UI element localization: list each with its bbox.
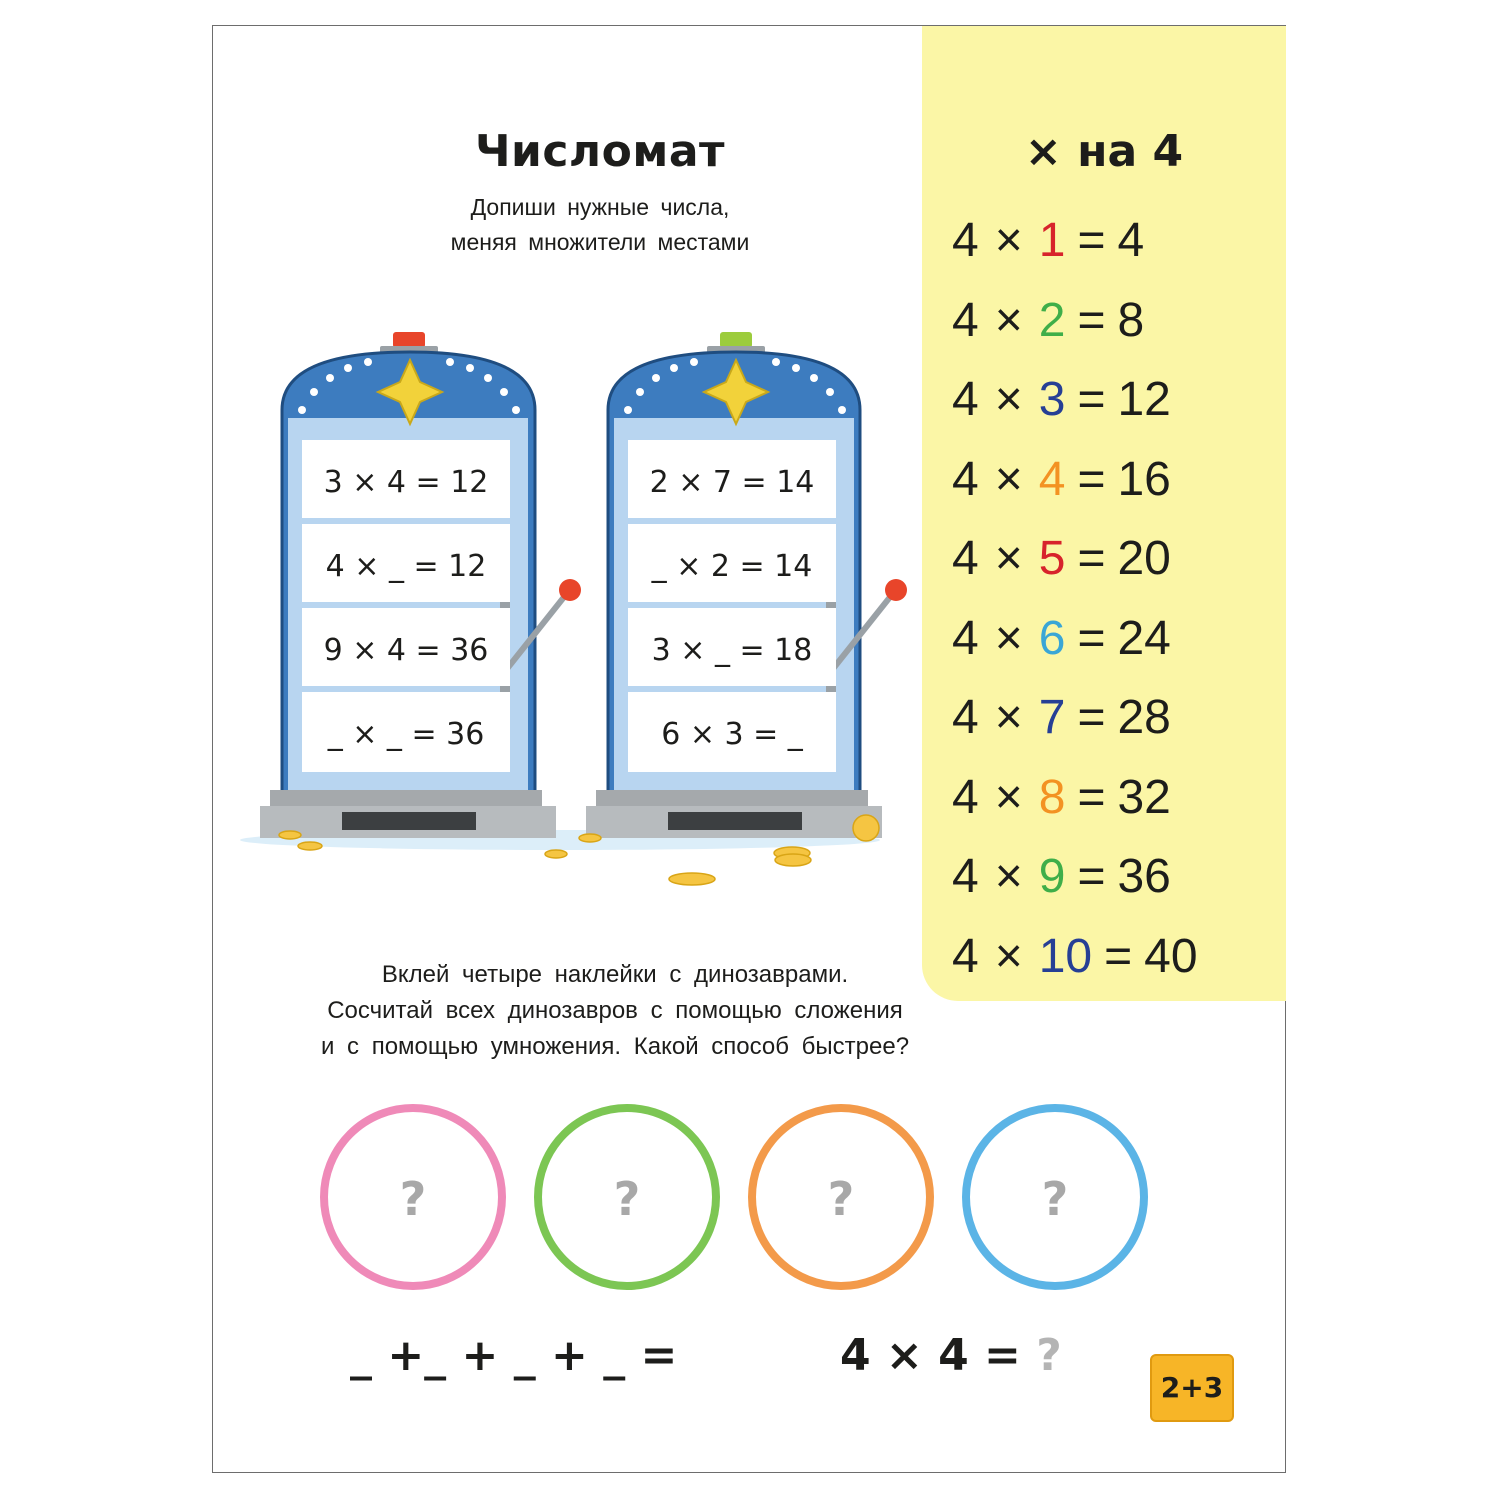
equals-sign: = <box>1077 770 1106 824</box>
times-sign: × <box>994 691 1023 744</box>
instruction-line: Сосчитай всех динозавров с помощью сложения <box>327 997 903 1024</box>
factor-a: 4 <box>952 691 979 744</box>
product: 28 <box>1117 691 1171 744</box>
lever-knob <box>885 579 907 601</box>
factor-b: 5 <box>1038 532 1066 585</box>
coin-icon <box>579 834 601 842</box>
table-row <box>952 770 1171 826</box>
slot-machines-illustration <box>230 320 930 920</box>
product: 32 <box>1117 770 1171 824</box>
product: 40 <box>1144 929 1198 983</box>
equals-sign: = <box>1077 691 1106 744</box>
equation-text: 3 × 4 = 12 <box>323 465 489 500</box>
equals-sign: = <box>1077 293 1106 347</box>
factor-a: 4 <box>952 452 979 506</box>
slot-machine-right <box>586 332 907 838</box>
page-title: Числомат <box>474 126 726 177</box>
machine-base-top <box>270 790 542 806</box>
equation-text: _ × _ = 36 <box>327 717 485 752</box>
coin-slot <box>342 812 476 830</box>
factor-b: 8 <box>1038 770 1066 824</box>
sticker-slot-blue[interactable] <box>962 1104 1148 1290</box>
coin-icon <box>298 842 322 850</box>
coin-slot <box>668 812 802 830</box>
age-badge: 2+3 <box>1150 1354 1234 1422</box>
factor-a: 4 <box>952 929 979 983</box>
product: 4 <box>1117 214 1145 267</box>
lever-knob <box>559 579 581 601</box>
factor-a: 4 <box>952 214 979 267</box>
equals-sign: = <box>1077 214 1106 267</box>
times-sign: × <box>994 452 1023 506</box>
factor-b: 9 <box>1038 850 1066 903</box>
factor-b: 1 <box>1038 214 1066 267</box>
equals-sign: = <box>1077 452 1106 506</box>
factor-b: 3 <box>1038 373 1066 426</box>
instruction-line-1: Допиши нужные числа, <box>470 194 730 220</box>
question-mark: ? <box>1041 1172 1069 1226</box>
equation-text: 2 × 7 = 14 <box>649 465 815 500</box>
answer-placeholder: ? <box>1036 1330 1062 1381</box>
sticker-slot-green[interactable] <box>534 1104 720 1290</box>
slot-machine-left <box>260 332 581 838</box>
times-sign: × <box>994 850 1023 903</box>
times-sign: × <box>994 293 1023 347</box>
product: 24 <box>1117 611 1171 665</box>
product: 12 <box>1117 373 1171 426</box>
factor-b: 7 <box>1038 691 1066 744</box>
equation-text: 6 × 3 = _ <box>661 717 803 752</box>
coin-icon <box>853 815 879 841</box>
sticker-task-instructions <box>270 957 960 1065</box>
table-row <box>952 293 1144 349</box>
sticker-slot-orange[interactable] <box>748 1104 934 1290</box>
machine-button-green <box>720 332 752 348</box>
instruction-line-2: меняя множители местами <box>450 229 750 255</box>
times-sign: × <box>994 373 1023 426</box>
instruction-line: Вклей четыре наклейки с динозаврами. <box>381 961 849 988</box>
product: 16 <box>1117 452 1171 506</box>
factor-a: 4 <box>952 373 979 426</box>
factor-a: 4 <box>952 770 979 824</box>
factor-b: 2 <box>1038 293 1066 347</box>
factor-a: 4 <box>952 611 979 665</box>
table-row <box>952 611 1171 667</box>
coin-icon <box>669 873 715 885</box>
times-sign: × <box>994 611 1023 665</box>
multiplication-text: 4 × 4 = <box>840 1330 1021 1381</box>
table-row <box>952 213 1144 269</box>
equals-sign: = <box>1077 850 1106 903</box>
factor-b: 6 <box>1038 611 1066 665</box>
times-sign: × <box>994 770 1023 824</box>
question-mark: ? <box>827 1172 855 1226</box>
machine-base-top <box>596 790 868 806</box>
times-sign: × <box>994 214 1023 267</box>
product: 36 <box>1117 850 1171 903</box>
factor-a: 4 <box>952 850 979 903</box>
equation-text: _ × 2 = 14 <box>651 549 813 584</box>
factor-b: 4 <box>1038 452 1066 506</box>
question-mark: ? <box>399 1172 427 1226</box>
table-row <box>952 531 1171 587</box>
equals-sign: = <box>1077 373 1106 426</box>
coin-icon <box>545 850 567 858</box>
equals-sign: = <box>1104 929 1133 983</box>
table-row <box>952 690 1171 746</box>
machine-button-red <box>393 332 425 348</box>
question-mark: ? <box>613 1172 641 1226</box>
equals-sign: = <box>1077 611 1106 665</box>
instruction-line: и с помощью умножения. Какой способ быстрее? <box>320 1033 910 1060</box>
equation-text: 3 × _ = 18 <box>651 633 813 668</box>
coin-icon <box>775 854 811 866</box>
coin-icon <box>279 831 301 839</box>
equation-text: 9 × 4 = 36 <box>323 633 489 668</box>
equals-sign: = <box>1077 532 1106 585</box>
task-instructions <box>360 190 840 260</box>
addition-expression: _ +_ + _ + _ = <box>350 1330 678 1381</box>
table-row <box>952 929 1198 985</box>
table-row <box>952 452 1171 508</box>
times-sign: × <box>994 929 1023 983</box>
equation-text: 4 × _ = 12 <box>325 549 487 584</box>
times-sign: × <box>994 532 1023 585</box>
product: 8 <box>1117 293 1145 347</box>
table-row <box>952 849 1171 905</box>
sticker-slot-pink[interactable] <box>320 1104 506 1290</box>
table-row <box>952 372 1171 428</box>
factor-a: 4 <box>952 532 979 585</box>
factor-a: 4 <box>952 293 979 347</box>
factor-b: 10 <box>1038 929 1093 983</box>
table-title: × на 4 <box>1024 126 1184 177</box>
product: 20 <box>1117 532 1171 585</box>
multiplication-expression <box>840 1330 1062 1381</box>
